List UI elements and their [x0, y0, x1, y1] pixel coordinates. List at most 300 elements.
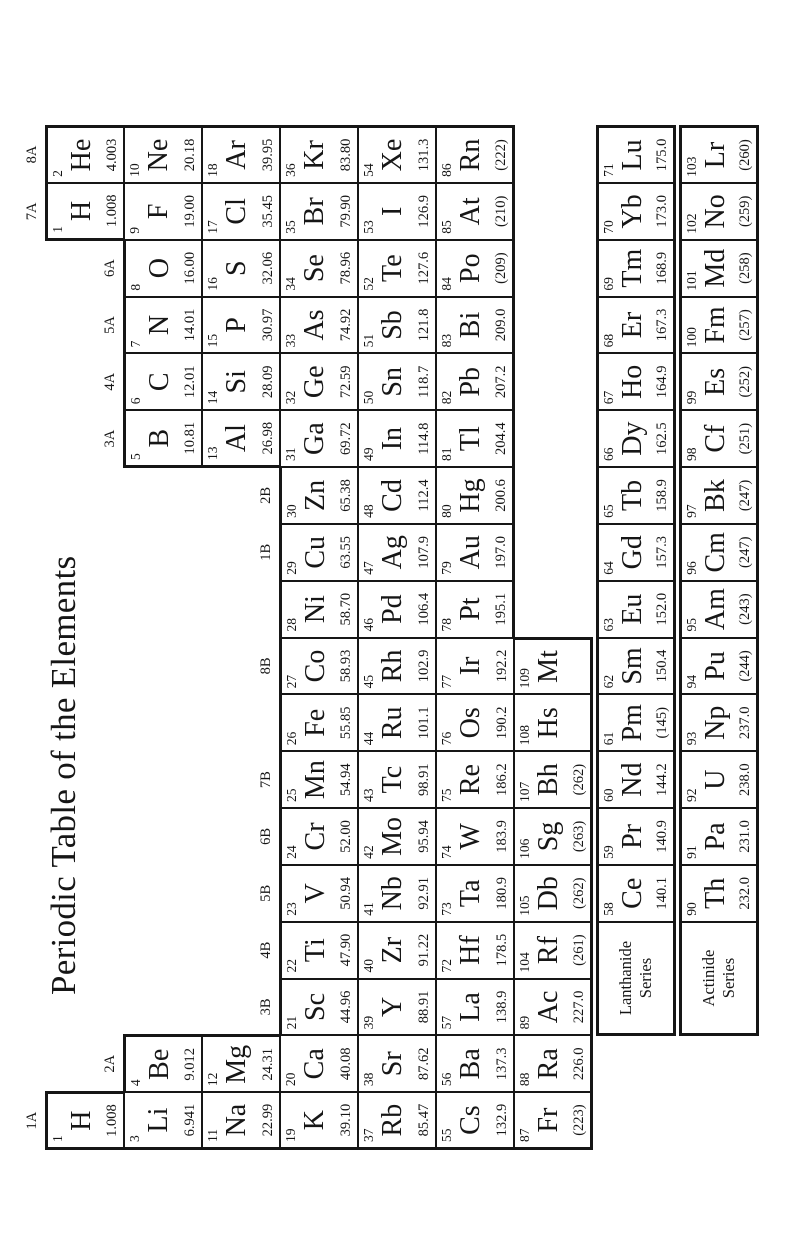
element-symbol: H [66, 200, 97, 221]
element-cell-es-g14 [679, 352, 759, 411]
group-label-7b: 7B [258, 771, 274, 789]
atomic-number: 56 [439, 1072, 454, 1087]
atomic-mass: 231.0 [736, 820, 753, 853]
atomic-mass: 6.941 [181, 1103, 198, 1137]
element-symbol: Rh [377, 649, 408, 683]
element-symbol: Pu [700, 651, 731, 681]
element-symbol: Db [533, 876, 564, 911]
element-symbol: Sm [617, 647, 648, 685]
group-label-5b: 5B [258, 884, 274, 902]
element-cell-tb-g12 [596, 466, 676, 525]
atomic-mass: 157.3 [653, 535, 670, 569]
atomic-mass: 197.0 [492, 535, 509, 569]
element-symbol: Kr [299, 140, 330, 170]
atomic-number: 84 [439, 277, 454, 291]
atomic-mass: 72.59 [337, 365, 354, 399]
atomic-mass: 24.31 [259, 1047, 276, 1081]
element-symbol: Ca [299, 1048, 330, 1080]
element-symbol: Se [299, 254, 330, 283]
atomic-number: 55 [439, 1128, 454, 1142]
element-cell-co-g9 [279, 637, 359, 696]
atomic-mass: 12.01 [181, 365, 198, 399]
element-cell-eu-g10 [596, 580, 676, 639]
group-label-4a: 4A [102, 372, 118, 391]
element-cell-br-g17 [279, 182, 359, 241]
element-symbol: K [299, 1109, 330, 1131]
atomic-number: 77 [439, 674, 454, 689]
element-symbol: Ta [455, 879, 486, 908]
element-cell-os-g8 [435, 693, 515, 752]
atomic-number: 92 [684, 788, 699, 803]
atomic-mass: (209) [492, 252, 509, 284]
element-cell-s-g16 [201, 239, 281, 298]
element-cell-rb-g1 [357, 1091, 437, 1150]
element-cell-cl-g17 [201, 182, 281, 241]
group-label-2b: 2B [258, 487, 274, 504]
atomic-number: 44 [361, 731, 376, 746]
element-cell-ho-g14 [596, 352, 676, 411]
element-symbol: As [299, 309, 330, 341]
element-cell-u-g7 [679, 750, 759, 809]
element-cell-na-g1 [201, 1091, 281, 1150]
atomic-number: 81 [439, 447, 454, 462]
element-symbol: Cf [700, 424, 731, 453]
atomic-mass: 237.0 [736, 706, 753, 740]
element-cell-au-g11 [435, 523, 515, 582]
atomic-number: 57 [439, 1015, 454, 1030]
element-cell-mn-g7 [279, 750, 359, 809]
element-cell-db-g5 [513, 864, 593, 923]
element-cell-sm-g9 [596, 637, 676, 696]
element-symbol: Rn [455, 138, 486, 172]
atomic-number: 50 [361, 390, 376, 405]
atomic-number: 75 [439, 788, 454, 803]
element-symbol: Lr [700, 141, 731, 169]
element-cell-hg-g12 [435, 466, 515, 525]
atomic-mass: 207.2 [492, 365, 509, 399]
element-cell-rh-g9 [357, 637, 437, 696]
element-symbol: No [700, 194, 731, 229]
element-symbol: Ra [533, 1048, 564, 1080]
element-symbol: Ru [377, 706, 408, 740]
element-symbol: Eu [617, 593, 648, 625]
element-symbol: He [66, 138, 97, 172]
atomic-number: 43 [361, 788, 376, 803]
atomic-mass: 140.1 [653, 876, 670, 910]
atomic-mass: 30.97 [259, 308, 276, 342]
atomic-mass: 190.2 [493, 706, 510, 740]
element-cell-bh-g7 [513, 750, 593, 809]
atomic-number: 63 [601, 618, 616, 632]
atomic-mass: 91.22 [415, 933, 432, 967]
element-cell-bi-g15 [435, 296, 515, 355]
element-cell-ta-g5 [435, 864, 515, 923]
element-cell-pd-g10 [357, 580, 437, 639]
element-cell-pu-g9 [679, 637, 759, 696]
element-symbol: Au [455, 535, 486, 570]
atomic-mass: 138.9 [493, 990, 510, 1024]
atomic-number: 79 [439, 561, 454, 575]
element-cell-hf-g4 [435, 921, 515, 980]
element-symbol: Sg [533, 821, 564, 852]
element-symbol: Tc [377, 765, 408, 794]
element-symbol: Tb [617, 479, 648, 512]
element-cell-be-g2 [123, 1034, 203, 1093]
element-cell-pm-g8 [596, 693, 676, 752]
atomic-number: 73 [439, 902, 454, 916]
atomic-mass: 173.0 [653, 195, 670, 228]
group-label-1b: 1B [258, 543, 274, 561]
series-label-line1: Lanthanide [616, 940, 635, 1016]
atomic-number: 65 [601, 504, 616, 518]
atomic-number: 82 [439, 390, 454, 405]
element-cell-zr-g4 [357, 921, 437, 980]
atomic-number: 83 [439, 333, 454, 348]
atomic-number: 89 [517, 1015, 532, 1030]
element-cell-xe-g18 [357, 125, 437, 184]
element-symbol: Ag [377, 535, 408, 570]
group-label-5a: 5A [102, 316, 118, 334]
atomic-number: 40 [361, 959, 376, 973]
atomic-mass: 52.00 [337, 820, 354, 853]
atomic-mass: (247) [736, 479, 753, 512]
element-cell-ca-g2 [279, 1034, 359, 1093]
element-symbol: Pm [617, 704, 648, 742]
element-cell-si-g14 [201, 352, 281, 411]
atomic-mass: 22.99 [259, 1103, 276, 1137]
element-symbol: Er [617, 311, 648, 339]
atomic-mass: 186.2 [493, 763, 510, 796]
group-label-6b: 6B [258, 827, 274, 845]
element-symbol: Mn [300, 760, 331, 800]
element-symbol: Zr [377, 936, 408, 964]
element-cell-ba-g2 [435, 1034, 515, 1093]
element-symbol: O [144, 258, 175, 279]
element-cell-tc-g7 [357, 750, 437, 809]
atomic-number: 74 [439, 845, 454, 859]
series-label-line2: Series [636, 957, 655, 999]
atomic-number: 9 [127, 226, 142, 234]
element-symbol: Md [700, 248, 731, 288]
atomic-number: 76 [439, 731, 454, 746]
atomic-number: 78 [439, 618, 454, 632]
element-cell-b-g13 [123, 409, 203, 468]
atomic-mass: (263) [570, 820, 587, 853]
atomic-mass: 58.70 [337, 592, 354, 626]
element-symbol: V [300, 883, 331, 904]
element-symbol: Ac [533, 990, 564, 1024]
element-symbol: Ne [143, 138, 174, 172]
atomic-mass: 102.9 [415, 649, 432, 683]
atomic-mass: (247) [736, 536, 753, 568]
atomic-number: 48 [361, 504, 376, 518]
atomic-mass: 26.98 [259, 421, 276, 455]
atomic-mass: (210) [492, 195, 509, 228]
element-cell-pr-g6 [596, 807, 676, 866]
atomic-mass: 88.91 [415, 990, 432, 1024]
atomic-mass: (262) [570, 877, 587, 909]
element-symbol: Li [143, 1107, 174, 1133]
atomic-mass: (223) [570, 1104, 587, 1136]
atomic-mass: 107.9 [415, 535, 432, 569]
atomic-mass: (252) [736, 366, 753, 398]
element-symbol: Lu [617, 139, 648, 171]
atomic-number: 30 [284, 504, 299, 518]
atomic-number: 46 [361, 618, 376, 632]
atomic-mass: 227.0 [570, 990, 587, 1024]
atomic-number: 101 [684, 270, 699, 291]
atomic-mass: 180.9 [493, 876, 510, 910]
element-symbol: Bk [700, 479, 731, 512]
element-cell-cs-g1 [435, 1091, 515, 1150]
element-symbol: Re [455, 764, 486, 796]
atomic-mass: 39.10 [337, 1103, 354, 1137]
atomic-number: 15 [205, 333, 220, 348]
atomic-mass: 14.01 [181, 308, 198, 342]
atomic-mass: 200.6 [492, 479, 509, 512]
atomic-number: 104 [517, 952, 532, 973]
element-cell-cu-g11 [279, 523, 359, 582]
group-label-3a: 3A [102, 429, 118, 448]
element-symbol: W [455, 823, 486, 850]
atomic-number: 27 [284, 674, 299, 689]
atomic-number: 20 [283, 1072, 298, 1087]
element-cell-y-g3 [357, 978, 437, 1037]
element-cell-ni-g10 [279, 580, 359, 639]
atomic-number: 19 [283, 1128, 298, 1142]
atomic-mass: 226.0 [570, 1047, 587, 1081]
atomic-number: 72 [439, 959, 454, 973]
atomic-number: 88 [517, 1072, 532, 1087]
atomic-mass: 121.8 [415, 308, 432, 342]
element-cell-as-g15 [279, 296, 359, 355]
element-symbol: Cl [221, 198, 252, 225]
atomic-number: 66 [601, 447, 616, 462]
element-cell-h-g17 [45, 182, 125, 241]
atomic-mass: 168.9 [653, 251, 670, 285]
element-symbol: At [455, 197, 486, 226]
element-cell-at-g17 [435, 182, 515, 241]
element-symbol: Hs [533, 707, 564, 739]
element-symbol: Cd [377, 479, 408, 512]
atomic-mass: (243) [736, 593, 753, 625]
element-symbol: Ce [617, 877, 648, 909]
group-label-4b: 4B [258, 941, 274, 959]
atomic-number: 97 [684, 504, 699, 518]
atomic-number: 102 [684, 213, 699, 234]
element-symbol: Rb [377, 1103, 408, 1137]
element-cell-mt-g9 [513, 637, 593, 696]
atomic-mass: (222) [492, 139, 509, 171]
element-cell-ac-g3 [513, 978, 593, 1037]
element-cell-cm-g11 [679, 523, 759, 582]
element-symbol: Si [221, 370, 252, 394]
atomic-mass: 238.0 [736, 763, 753, 796]
element-cell-ru-g8 [357, 693, 437, 752]
atomic-number: 64 [601, 561, 616, 575]
atomic-mass: 126.9 [415, 195, 432, 228]
element-symbol: Ge [299, 365, 330, 399]
atomic-number: 71 [601, 163, 616, 177]
atomic-mass: 137.3 [493, 1047, 510, 1081]
atomic-mass: 1.008 [103, 1104, 120, 1137]
element-symbol: Es [700, 367, 731, 396]
atomic-mass: 65.38 [337, 479, 354, 512]
element-symbol: Np [700, 705, 731, 740]
lanthanide-series-label-box [596, 921, 676, 1037]
atomic-number: 42 [361, 845, 376, 859]
element-symbol: S [221, 260, 252, 276]
atomic-number: 100 [684, 327, 699, 348]
atomic-mass: 106.4 [415, 592, 432, 626]
element-cell-tm-g16 [596, 239, 676, 298]
atomic-mass: 85.47 [415, 1103, 432, 1137]
element-symbol: La [455, 992, 486, 1022]
element-cell-c-g14 [123, 352, 203, 411]
element-symbol: Pd [377, 594, 408, 624]
element-symbol: Na [221, 1103, 252, 1137]
atomic-mass: 118.7 [415, 365, 432, 398]
element-symbol: Xe [377, 138, 408, 172]
group-label-8b: 8B [258, 657, 274, 675]
element-symbol: Ga [299, 422, 330, 455]
element-symbol: H [66, 1110, 97, 1131]
atomic-number: 16 [205, 277, 220, 291]
atomic-number: 99 [684, 390, 699, 405]
atomic-mass: (251) [736, 422, 753, 455]
element-cell-p-g15 [201, 296, 281, 355]
element-cell-ir-g9 [435, 637, 515, 696]
element-cell-ga-g13 [279, 409, 359, 468]
element-cell-ne-g18 [123, 125, 203, 184]
atomic-mass: 150.4 [653, 649, 670, 683]
atomic-number: 7 [128, 340, 143, 348]
element-cell-n-g15 [123, 296, 203, 355]
atomic-mass: 112.4 [415, 479, 432, 512]
atomic-number: 52 [361, 277, 376, 291]
atomic-number: 98 [684, 447, 699, 462]
element-symbol: Hf [455, 935, 486, 965]
element-symbol: P [221, 317, 252, 333]
element-cell-yb-g17 [596, 182, 676, 241]
element-symbol: Zn [300, 479, 331, 512]
atomic-number: 25 [284, 788, 299, 803]
atomic-number: 59 [601, 845, 616, 859]
atomic-number: 86 [439, 163, 454, 177]
group-label-2a: 2A [102, 1054, 118, 1073]
element-cell-w-g6 [435, 807, 515, 866]
atomic-number: 67 [601, 390, 616, 405]
element-cell-rf-g4 [513, 921, 593, 980]
atomic-number: 18 [205, 163, 220, 177]
atomic-number: 105 [517, 895, 532, 916]
atomic-number: 49 [361, 447, 376, 462]
element-cell-o-g16 [123, 239, 203, 298]
element-cell-sr-g2 [357, 1034, 437, 1093]
atomic-number: 24 [284, 845, 299, 859]
atomic-mass: 192.2 [493, 649, 510, 683]
atomic-number: 103 [684, 156, 699, 177]
group-label-7a: 7A [24, 202, 40, 221]
atomic-number: 14 [205, 390, 220, 405]
element-symbol: Be [144, 1048, 175, 1080]
element-cell-re-g7 [435, 750, 515, 809]
element-symbol: Pa [700, 822, 731, 851]
element-cell-zn-g12 [279, 466, 359, 525]
element-symbol: Gd [617, 535, 648, 570]
atomic-mass: (262) [570, 763, 587, 796]
atomic-mass: (244) [736, 650, 753, 682]
atomic-mass: 175.0 [653, 138, 670, 172]
atomic-mass: 183.9 [493, 820, 510, 853]
element-symbol: Te [377, 254, 408, 282]
atomic-number: 2 [50, 170, 65, 177]
element-cell-hs-g8 [513, 693, 593, 752]
atomic-mass: 167.3 [653, 308, 670, 342]
atomic-number: 53 [361, 220, 376, 234]
atomic-number: 94 [684, 674, 699, 689]
atomic-number: 26 [284, 731, 299, 746]
element-symbol: In [377, 426, 408, 451]
element-symbol: Rf [533, 936, 564, 965]
atomic-mass: 132.9 [493, 1103, 510, 1137]
atomic-mass: (260) [736, 139, 753, 171]
atomic-number: 13 [205, 446, 220, 461]
atomic-number: 80 [439, 504, 454, 518]
element-cell-am-g10 [679, 580, 759, 639]
group-label-3b: 3B [258, 998, 274, 1016]
element-cell-fm-g15 [679, 296, 759, 355]
element-cell-gd-g11 [596, 523, 676, 582]
element-symbol: Th [700, 877, 731, 909]
element-cell-no-g17 [679, 182, 759, 241]
atomic-mass: 140.9 [653, 820, 670, 853]
element-cell-md-g16 [679, 239, 759, 298]
element-cell-rn-g18 [435, 125, 515, 184]
element-symbol: Tm [617, 248, 648, 288]
atomic-number: 109 [517, 668, 532, 689]
atomic-mass: 4.003 [103, 138, 120, 172]
element-symbol: Tl [455, 426, 486, 452]
atomic-number: 60 [601, 788, 616, 803]
atomic-number: 36 [283, 163, 298, 177]
element-cell-h-g1 [45, 1091, 125, 1150]
atomic-mass: 195.1 [492, 592, 509, 626]
atomic-number: 11 [205, 1129, 220, 1142]
element-cell-f-g17 [123, 182, 203, 241]
element-cell-kr-g18 [279, 125, 359, 184]
atomic-number: 68 [601, 333, 616, 348]
atomic-mass: 50.94 [337, 876, 354, 910]
element-cell-ar-g18 [201, 125, 281, 184]
element-symbol: Ir [455, 656, 486, 676]
atomic-number: 39 [361, 1015, 376, 1030]
element-symbol: Ho [617, 364, 648, 399]
atomic-number: 33 [283, 333, 298, 348]
atomic-number: 93 [684, 731, 699, 746]
atomic-mass: (258) [736, 252, 753, 284]
element-symbol: Pr [617, 824, 648, 849]
element-symbol: U [700, 769, 731, 790]
atomic-mass: 152.0 [653, 592, 670, 626]
element-cell-tl-g13 [435, 409, 515, 468]
atomic-number: 5 [128, 453, 143, 461]
atomic-number: 96 [684, 561, 699, 575]
atomic-mass: 127.6 [415, 251, 432, 285]
atomic-number: 8 [128, 283, 143, 291]
element-cell-fr-g1 [513, 1091, 593, 1150]
atomic-number: 51 [361, 333, 376, 348]
